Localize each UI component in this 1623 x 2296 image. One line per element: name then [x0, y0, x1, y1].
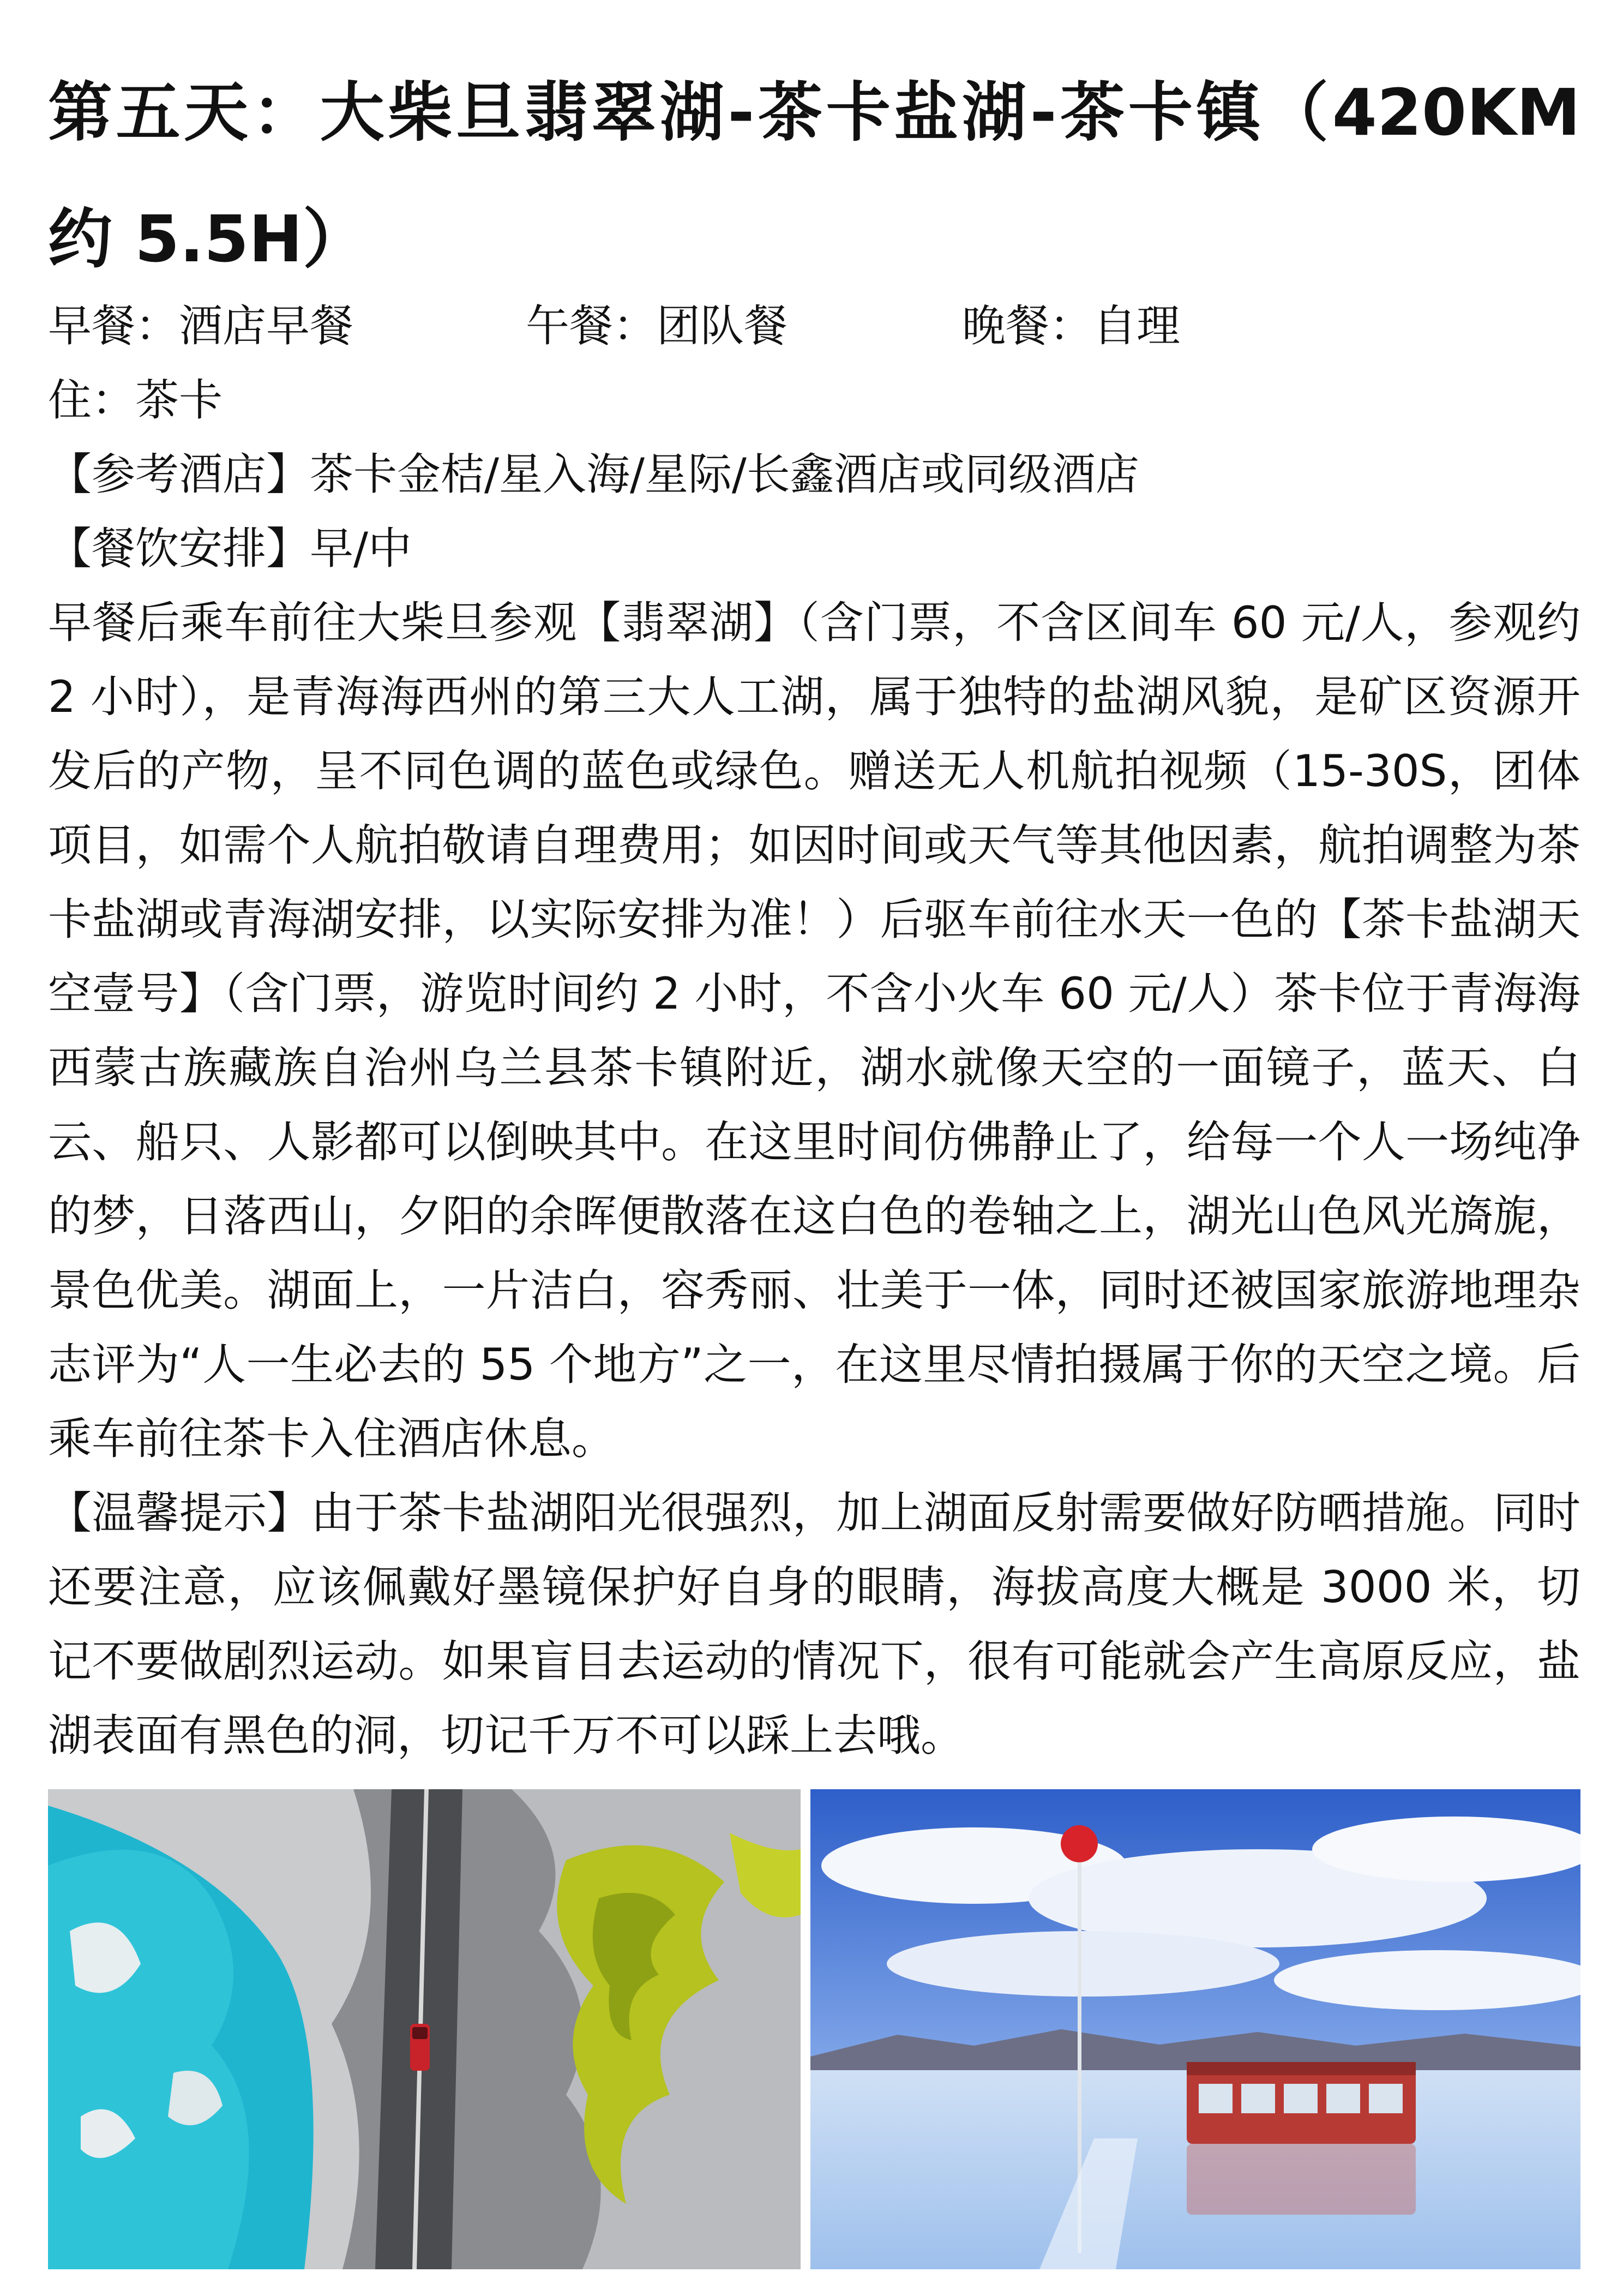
meal-dinner: 晚餐：自理 [962, 301, 1180, 351]
photo-row [48, 1789, 1580, 2269]
emerald-lake-aerial-photo [48, 1789, 801, 2269]
hotel-line: 【参考酒店】茶卡金桔/星入海/星际/长鑫酒店或同级酒店 [48, 449, 1139, 500]
catering-line: 【餐饮安排】早/中 [48, 523, 412, 574]
salt-lake-train-photo [810, 1789, 1580, 2269]
day-body [48, 289, 1580, 1773]
itinerary-paragraph: 早餐后乘车前往大柴旦参观【翡翠湖】（含门票，不含区间车 60 元/人，参观约 2 小时），是青海海西州的第三大人工湖，属于独特的盐湖风貌，是矿区资源开发后的产物，呈不同色调的蓝色或绿色。赠送无人机航拍视频（15-30S，团体项目，如需个人航拍敬请自理费用；如因时间或天气等其他因素，航拍调整为茶卡盐湖或青海湖安排，以实际安排为准！）后驱车前往水天一色的【茶卡盐湖天空壹号】（含门票，游览时间约 2 小时，不含小火车 60 元/人）茶卡位于青海海西蒙古族藏族自治州乌兰县茶卡镇附近，湖水就像天空的一面镜子，蓝天、白云、船只、人影都可以倒映其中。在这里时间仿佛静止了，给每一个人一场纯净的梦，日落西山，夕阳的余晖便散落在这白色的卷轴之上，湖光山色风光旖旎，景色优美。湖面上，一片洁白，容秀丽、壮美于一体，同时还被国家旅游地理杂志评为“人一生必去的 55 个地方”之一，在这里尽情拍摄属于你的天空之境。后乘车前往茶卡入住酒店休息。 [48, 597, 1580, 1464]
meal-breakfast: 早餐：酒店早餐 [48, 301, 353, 351]
meal-lunch: 午餐：团队餐 [526, 301, 788, 351]
meals-row [48, 289, 1580, 363]
stay-line: 住：茶卡 [48, 375, 223, 425]
tips-paragraph: 【温馨提示】由于茶卡盐湖阳光很强烈，加上湖面反射需要做好防晒措施。同时还要注意，应该佩戴好墨镜保护好自身的眼睛，海拔高度大概是 3000 米，切记不要做剧烈运动。如果盲目去运动的情况下，很有可能就会产生高原反应，盐湖表面有黑色的洞，切记千万不可以踩上去哦。 [48, 1488, 1580, 1761]
page-title: 第五天：大柴旦翡翠湖-茶卡盐湖-茶卡镇（420KM 约 5.5H） [48, 75, 1580, 277]
